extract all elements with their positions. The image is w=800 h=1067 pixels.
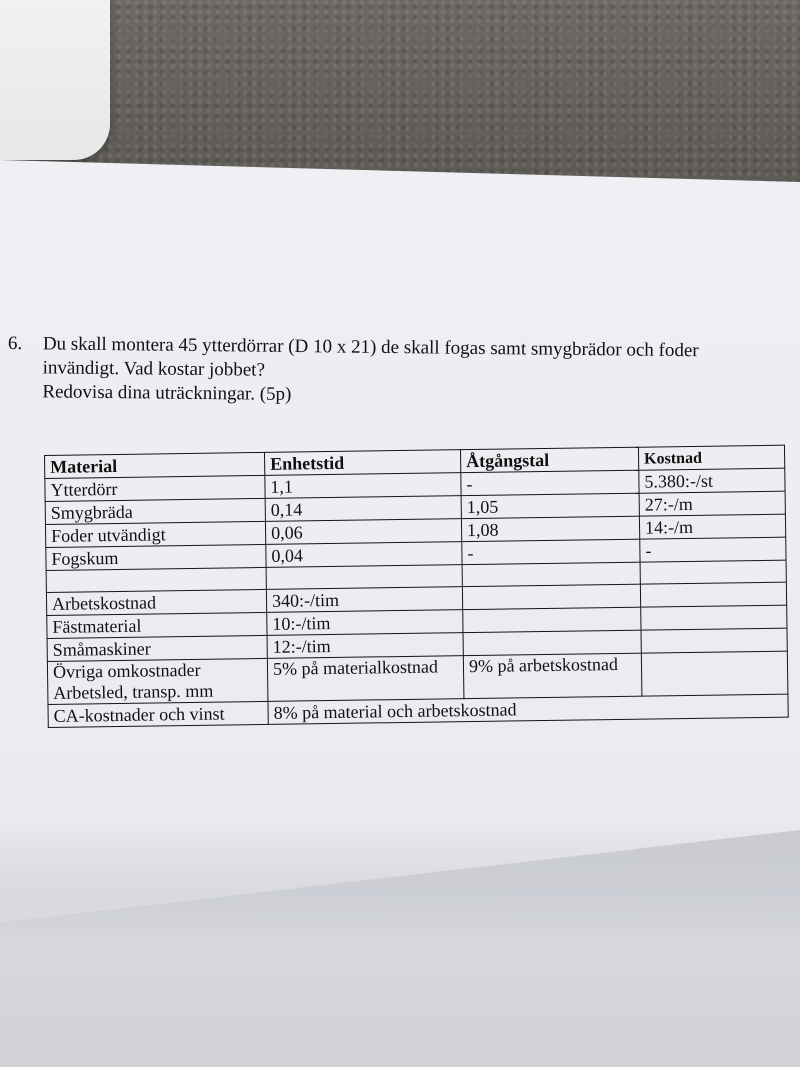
row-foder-material: Foder utvändigt <box>45 521 265 547</box>
smamaskiner-label: Småmaskiner <box>47 635 267 661</box>
blank-cell <box>46 567 266 592</box>
blank-cell <box>462 584 640 609</box>
row-foder-enhetstid: 0,06 <box>265 519 461 545</box>
blank-cell <box>641 605 787 630</box>
row-fogskum-kostnad: - <box>640 537 786 562</box>
blank-cell <box>640 582 786 607</box>
row-smygbrada-atgangstal: 1,05 <box>461 493 639 518</box>
question-text <box>42 332 763 412</box>
blank-cell <box>462 562 640 586</box>
row-fogskum-material: Fogskum <box>46 544 266 570</box>
arbetskostnad-label: Arbetskostnad <box>46 589 266 615</box>
row-ytterdorr-atgangstal: - <box>461 470 639 495</box>
question-number: 6. <box>7 332 23 355</box>
smamaskiner-value: 12:-/tim <box>267 633 463 659</box>
question-line-2: invändigt. Vad kostar jobbet? <box>42 357 266 381</box>
blank-cell <box>641 628 787 653</box>
row-fogskum-enhetstid: 0,04 <box>266 542 462 568</box>
row-foder-kostnad: 14:-/m <box>639 514 785 539</box>
fastmaterial-value: 10:-/tim <box>267 610 463 636</box>
header-material: Material <box>45 452 265 478</box>
ovriga-label-cell <box>47 658 268 704</box>
blank-cell <box>463 630 641 655</box>
header-kostnad: Kostnad <box>638 445 784 470</box>
ovriga-label-line-2: Arbetsled, transp. mm <box>53 680 214 703</box>
question-line-3: Redovisa dina uträckningar. (5p) <box>42 381 292 405</box>
row-smygbrada-enhetstid: 0,14 <box>265 496 461 522</box>
cost-table <box>44 445 789 728</box>
blank-cell <box>463 607 641 632</box>
white-device-corner <box>0 0 110 160</box>
ovriga-material-value: 5% på materialkostnad <box>267 656 464 702</box>
row-ytterdorr-material: Ytterdörr <box>45 475 265 501</box>
blank-cell <box>266 565 462 590</box>
arbetskostnad-value: 340:-/tim <box>266 587 462 613</box>
blank-cell <box>640 560 786 584</box>
header-atgangstal: Åtgångstal <box>460 447 638 472</box>
ovriga-label-line-1: Övriga omkostnader <box>52 659 201 682</box>
row-smygbrada-material: Smygbräda <box>45 498 265 524</box>
row-ytterdorr-kostnad: 5.380:-/st <box>639 468 785 493</box>
ovriga-arbete-value: 9% på arbetskostnad <box>463 653 642 698</box>
row-ytterdorr-enhetstid: 1,1 <box>265 473 461 499</box>
question-line-1: Du skall montera 45 ytterdörrar (D 10 x 21) de skall fogas samt smygbrädor och foder <box>42 333 699 362</box>
ca-value: 8% på material och arbetskostnad <box>268 694 788 724</box>
row-smygbrada-kostnad: 27:-/m <box>639 491 785 516</box>
header-enhetstid: Enhetstid <box>264 450 460 476</box>
blank-cell <box>641 651 788 696</box>
cost-table-wrapper <box>44 445 788 728</box>
row-foder-atgangstal: 1,08 <box>461 516 639 541</box>
fastmaterial-label: Fästmaterial <box>47 612 267 638</box>
row-fogskum-atgangstal: - <box>462 539 640 564</box>
ca-label: CA-kostnader och vinst <box>48 701 268 727</box>
